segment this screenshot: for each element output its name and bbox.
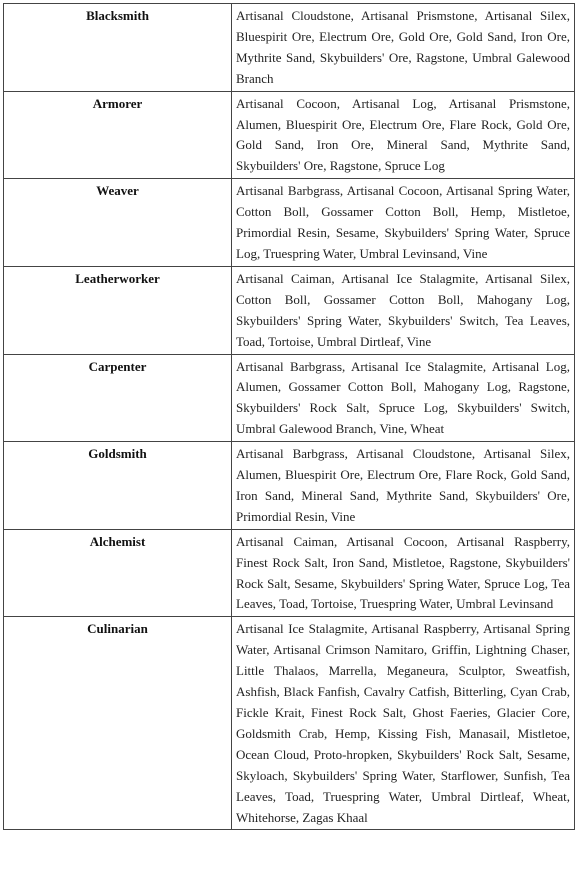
materials-cell: Artisanal Barbgrass, Artisanal Cloudstone, Artisanal Silex, Alumen, Bluespirit Ore, Electrum Ore, Flare Rock, Gold Sand, Iron Sand, Mineral Sand, Mythrite Sand, Skybuilders' Ore, Primordial Resin, Vine	[232, 442, 575, 530]
materials-cell: Artisanal Cocoon, Artisanal Log, Artisanal Prismstone, Alumen, Bluespirit Ore, Electrum Ore, Flare Rock, Gold Ore, Gold Sand, Iron Ore, Mineral Sand, Mythrite Sand, Skybuilders' Ore, Ragstone, Spruce Log	[232, 91, 575, 179]
materials-cell: Artisanal Cloudstone, Artisanal Prismstone, Artisanal Silex, Bluespirit Ore, Electrum Ore, Gold Ore, Gold Sand, Iron Ore, Mythrite Sand, Skybuilders' Ore, Ragstone, Umbral Galewood Branch	[232, 4, 575, 92]
table-row	[4, 529, 575, 617]
materials-cell: Artisanal Barbgrass, Artisanal Ice Stalagmite, Artisanal Log, Alumen, Gossamer Cotton Boll, Mahogany Log, Ragstone, Skybuilders' Rock Salt, Spruce Log, Skybuilders' Switch, Umbral Galewood Branch, Vine, Wheat	[232, 354, 575, 442]
job-name-cell: Alchemist	[4, 529, 232, 617]
materials-table-container	[3, 3, 575, 830]
materials-cell: Artisanal Caiman, Artisanal Ice Stalagmite, Artisanal Silex, Cotton Boll, Gossamer Cotton Boll, Mahogany Log, Skybuilders' Spring Water, Skybuilders' Switch, Tea Leaves, Toad, Tortoise, Umbral Dirtleaf, Vine	[232, 266, 575, 354]
gathering-materials-table	[3, 3, 575, 830]
job-name-cell: Carpenter	[4, 354, 232, 442]
job-name-cell: Armorer	[4, 91, 232, 179]
table-row	[4, 442, 575, 530]
table-row	[4, 91, 575, 179]
table-row	[4, 266, 575, 354]
job-name-cell: Culinarian	[4, 617, 232, 830]
table-row	[4, 179, 575, 267]
table-row	[4, 617, 575, 830]
materials-cell: Artisanal Caiman, Artisanal Cocoon, Artisanal Raspberry, Finest Rock Salt, Iron Sand, Mistletoe, Ragstone, Skybuilders' Rock Salt, Sesame, Skybuilders' Spring Water, Spruce Log, Tea Leaves, Toad, Tortoise, Truespring Water, Umbral Levinsand	[232, 529, 575, 617]
job-name-cell: Goldsmith	[4, 442, 232, 530]
materials-cell: Artisanal Ice Stalagmite, Artisanal Raspberry, Artisanal Spring Water, Artisanal Crimson Namitaro, Griffin, Lightning Chaser, Little Thalaos, Marrella, Meganeura, Sculptor, Sweatfish, Ashfish, Black Fanfish, Cavalry Catfish, Bitterling, Cyan Crab, Fickle Krait, Finest Rock Salt, Ghost Faeries, Glacier Core, Goldsmith Crab, Hemp, Kissing Fish, Manasail, Mistletoe, Ocean Cloud, Proto-hropken, Skybuilders' Rock Salt, Sesame, Skyloach, Skybuilders' Spring Water, Starflower, Sunfish, Tea Leaves, Toad, Truespring Water, Umbral Dirtleaf, Wheat, Whitehorse, Zagas Khaal	[232, 617, 575, 830]
job-name-cell: Blacksmith	[4, 4, 232, 92]
table-row	[4, 354, 575, 442]
job-name-cell: Leatherworker	[4, 266, 232, 354]
table-row	[4, 4, 575, 92]
job-name-cell: Weaver	[4, 179, 232, 267]
materials-cell: Artisanal Barbgrass, Artisanal Cocoon, Artisanal Spring Water, Cotton Boll, Gossamer Cotton Boll, Hemp, Mistletoe, Primordial Resin, Sesame, Skybuilders' Spring Water, Spruce Log, Truespring Water, Umbral Levinsand, Vine	[232, 179, 575, 267]
